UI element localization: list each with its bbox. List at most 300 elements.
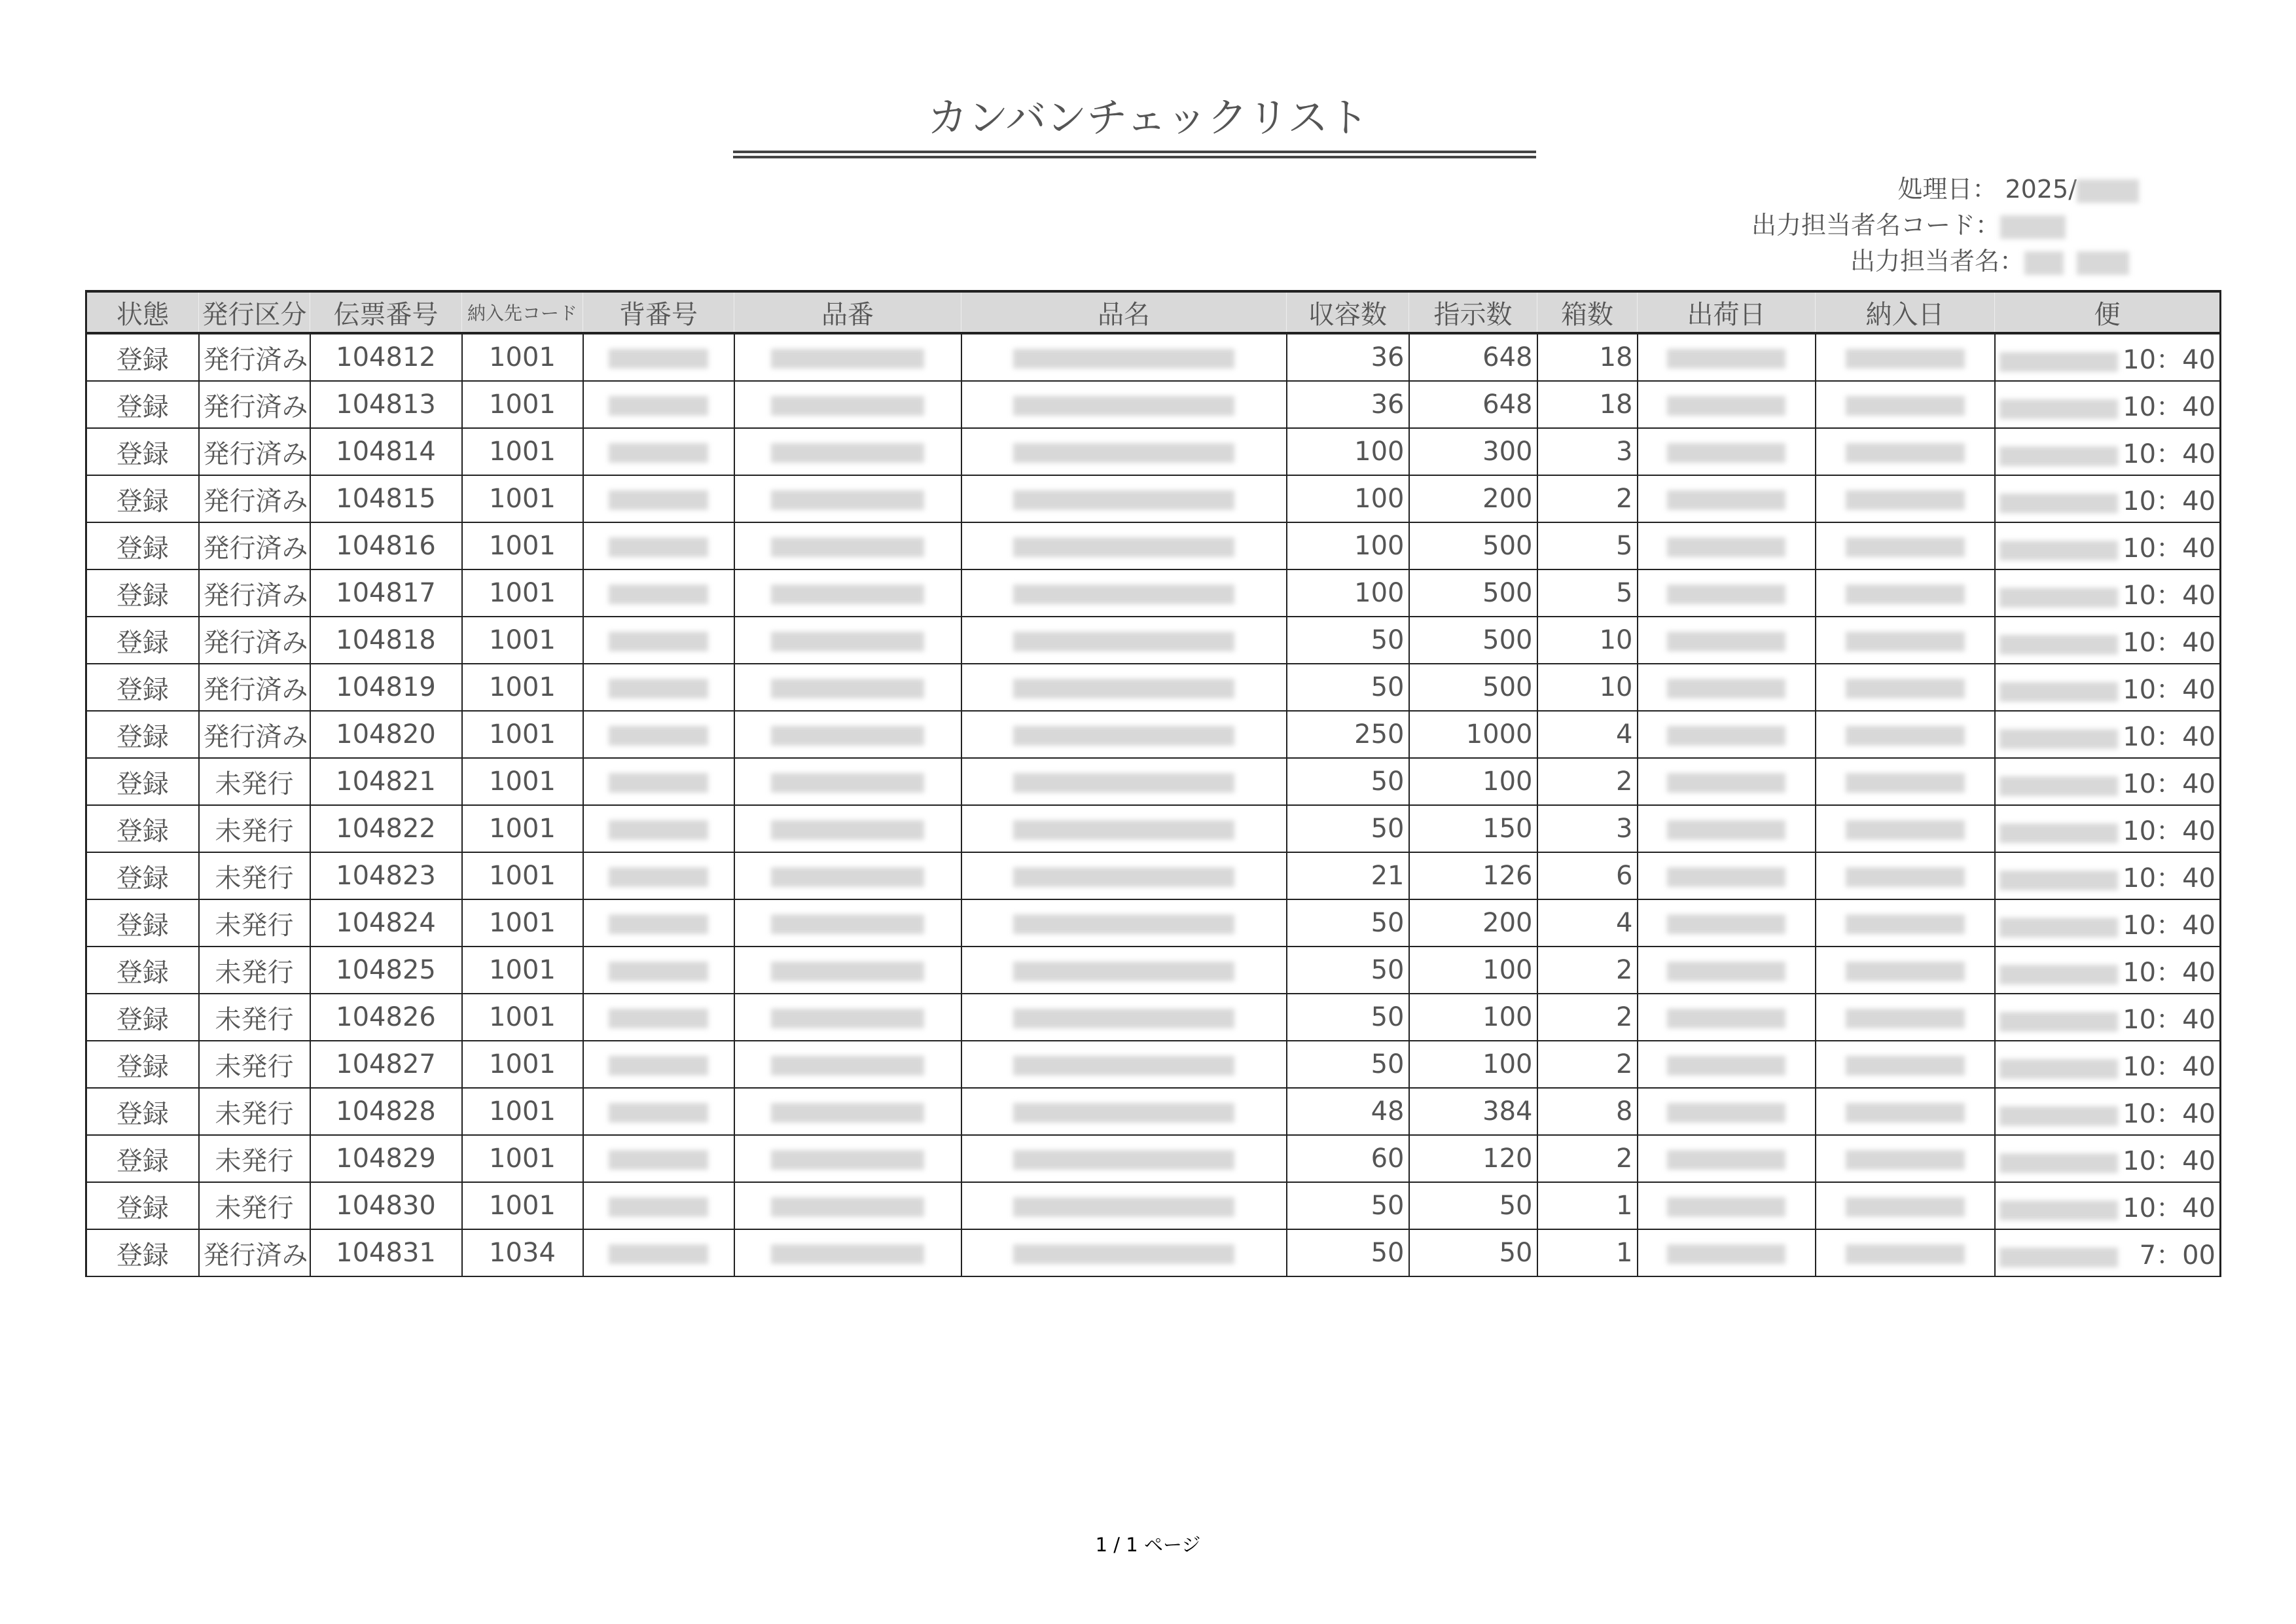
status-cell: 登録 <box>86 1135 199 1182</box>
redacted-value <box>1667 726 1785 746</box>
delivery-bin-cell <box>1995 428 2221 475</box>
destination-code-cell: 1001 <box>462 617 583 664</box>
page-number: 1 / 1 ページ <box>1095 1534 1201 1556</box>
bin-time: 10：40 <box>2123 1051 2215 1082</box>
instructed-qty-cell: 200 <box>1409 899 1537 947</box>
bin-time: 10：40 <box>2123 439 2215 469</box>
redacted-value <box>1667 1056 1785 1075</box>
capacity-cell: 100 <box>1287 475 1409 522</box>
ship-date-cell <box>1638 994 1816 1041</box>
redacted-value <box>771 585 924 604</box>
bin-time: 7：00 <box>2139 1240 2215 1271</box>
delivery-bin-cell <box>1995 569 2221 617</box>
box-count-cell: 2 <box>1537 475 1638 522</box>
destination-code-cell: 1001 <box>462 333 583 381</box>
delivery-bin-cell <box>1995 899 2221 947</box>
delivery-date-cell <box>1816 899 1995 947</box>
instructed-qty-cell: 100 <box>1409 1041 1537 1088</box>
processing-date-label: 処理日： <box>1897 175 1998 204</box>
delivery-bin-cell <box>1995 758 2221 805</box>
capacity-cell: 36 <box>1287 333 1409 381</box>
back-number-cell <box>583 1229 734 1276</box>
destination-code-cell: 1001 <box>462 1088 583 1135</box>
redacted-value <box>771 1244 924 1264</box>
delivery-date-cell <box>1816 994 1995 1041</box>
delivery-date-cell <box>1816 333 1995 381</box>
instructed-qty-cell: 500 <box>1409 664 1537 711</box>
slip-number-cell: 104827 <box>310 1041 462 1088</box>
ship-date-cell <box>1638 1088 1816 1135</box>
redacted-value <box>1846 1056 1965 1075</box>
ship-date-cell <box>1638 852 1816 899</box>
redacted-value <box>2000 776 2119 796</box>
ship-date-cell <box>1638 947 1816 994</box>
redacted-value <box>1013 1103 1234 1123</box>
table-row[interactable] <box>86 1041 2221 1088</box>
kanban-check-table <box>85 290 2221 1277</box>
delivery-date-cell <box>1816 617 1995 664</box>
redacted-value <box>1667 1244 1785 1264</box>
part-number-cell <box>734 994 961 1041</box>
status-cell: 登録 <box>86 333 199 381</box>
redacted-value <box>771 1103 924 1123</box>
redacted-value <box>771 773 924 793</box>
redacted-value <box>771 820 924 840</box>
part-number-cell <box>734 569 961 617</box>
column-header[interactable]: 品番 <box>734 291 961 333</box>
bin-time: 10：40 <box>2123 863 2215 893</box>
status-cell: 登録 <box>86 381 199 428</box>
column-header[interactable]: 箱数 <box>1537 291 1638 333</box>
issue-type-cell: 発行済み <box>199 1229 310 1276</box>
column-header[interactable]: 伝票番号 <box>310 291 462 333</box>
redacted-value <box>609 726 708 746</box>
delivery-bin-cell <box>1995 805 2221 852</box>
destination-code-cell: 1001 <box>462 381 583 428</box>
back-number-cell <box>583 994 734 1041</box>
table-row[interactable] <box>86 617 2221 664</box>
processing-date-value: 2025/ <box>2005 175 2077 204</box>
issue-type-cell: 未発行 <box>199 947 310 994</box>
redacted-value <box>1846 396 1965 416</box>
bin-time: 10：40 <box>2123 674 2215 705</box>
back-number-cell <box>583 333 734 381</box>
redacted-value <box>2000 1059 2119 1079</box>
back-number-cell <box>583 758 734 805</box>
instructed-qty-cell: 384 <box>1409 1088 1537 1135</box>
redacted-value <box>771 396 924 416</box>
issue-type-cell: 発行済み <box>199 333 310 381</box>
redacted-operator-name <box>2077 251 2129 275</box>
capacity-cell: 100 <box>1287 569 1409 617</box>
capacity-cell: 100 <box>1287 522 1409 569</box>
delivery-bin-cell <box>1995 475 2221 522</box>
redacted-value <box>609 349 708 369</box>
ship-date-cell <box>1638 1229 1816 1276</box>
part-name-cell <box>961 711 1287 758</box>
slip-number-cell: 104824 <box>310 899 462 947</box>
ship-date-cell <box>1638 1135 1816 1182</box>
issue-type-cell: 発行済み <box>199 617 310 664</box>
redacted-value <box>1846 820 1965 840</box>
part-number-cell <box>734 1041 961 1088</box>
column-header[interactable]: 納入先コード <box>462 291 583 333</box>
redacted-value <box>609 962 708 981</box>
back-number-cell <box>583 522 734 569</box>
part-number-cell <box>734 758 961 805</box>
redacted-value <box>1013 349 1234 369</box>
column-header[interactable]: 背番号 <box>583 291 734 333</box>
table-row[interactable] <box>86 899 2221 947</box>
slip-number-cell: 104819 <box>310 664 462 711</box>
column-header[interactable]: 出荷日 <box>1638 291 1816 333</box>
capacity-cell: 21 <box>1287 852 1409 899</box>
redacted-value <box>1846 1150 1965 1170</box>
slip-number-cell: 104823 <box>310 852 462 899</box>
ship-date-cell <box>1638 381 1816 428</box>
box-count-cell: 5 <box>1537 522 1638 569</box>
status-cell: 登録 <box>86 805 199 852</box>
table-row[interactable] <box>86 947 2221 994</box>
part-number-cell <box>734 617 961 664</box>
destination-code-cell: 1001 <box>462 758 583 805</box>
issue-type-cell: 未発行 <box>199 1135 310 1182</box>
redacted-value <box>1846 1244 1965 1264</box>
status-cell: 登録 <box>86 994 199 1041</box>
issue-type-cell: 発行済み <box>199 428 310 475</box>
delivery-bin-cell <box>1995 1182 2221 1229</box>
capacity-cell: 48 <box>1287 1088 1409 1135</box>
table-row[interactable] <box>86 852 2221 899</box>
part-name-cell <box>961 428 1287 475</box>
redacted-value <box>1846 537 1965 557</box>
delivery-bin-cell <box>1995 1088 2221 1135</box>
redacted-value <box>2000 871 2119 890</box>
back-number-cell <box>583 475 734 522</box>
redacted-value <box>1013 443 1234 463</box>
instructed-qty-cell: 500 <box>1409 617 1537 664</box>
redacted-value <box>771 679 924 698</box>
part-number-cell <box>734 475 961 522</box>
table-row[interactable] <box>86 1088 2221 1135</box>
redacted-value <box>1667 1009 1785 1028</box>
table-row[interactable] <box>86 569 2221 617</box>
slip-number-cell: 104814 <box>310 428 462 475</box>
ship-date-cell <box>1638 522 1816 569</box>
redacted-value <box>609 490 708 510</box>
back-number-cell <box>583 569 734 617</box>
operator-name <box>1850 241 2129 277</box>
bin-time: 10：40 <box>2123 391 2215 422</box>
operator-code-label: 出力担当者名コード： <box>1751 211 2000 240</box>
redacted-value <box>1667 679 1785 698</box>
redacted-value <box>1013 585 1234 604</box>
redacted-value <box>2000 1106 2119 1126</box>
redacted-value <box>609 679 708 698</box>
destination-code-cell: 1001 <box>462 852 583 899</box>
redacted-value <box>609 1009 708 1028</box>
issue-type-cell: 発行済み <box>199 475 310 522</box>
instructed-qty-cell: 100 <box>1409 947 1537 994</box>
box-count-cell: 3 <box>1537 428 1638 475</box>
redacted-value <box>1667 349 1785 369</box>
ship-date-cell <box>1638 333 1816 381</box>
redacted-value <box>609 820 708 840</box>
redacted-value <box>771 632 924 651</box>
box-count-cell: 4 <box>1537 899 1638 947</box>
part-number-cell <box>734 1088 961 1135</box>
redacted-value <box>771 726 924 746</box>
instructed-qty-cell: 500 <box>1409 522 1537 569</box>
redacted-value <box>1846 490 1965 510</box>
destination-code-cell: 1001 <box>462 522 583 569</box>
status-cell: 登録 <box>86 664 199 711</box>
column-header[interactable]: 状態 <box>86 291 199 333</box>
slip-number-cell: 104828 <box>310 1088 462 1135</box>
redacted-value <box>1846 726 1965 746</box>
ship-date-cell <box>1638 758 1816 805</box>
redacted-value <box>1846 349 1965 369</box>
box-count-cell: 2 <box>1537 758 1638 805</box>
instructed-qty-cell: 200 <box>1409 475 1537 522</box>
redacted-value <box>1013 396 1234 416</box>
table-row[interactable] <box>86 1229 2221 1276</box>
issue-type-cell: 未発行 <box>199 758 310 805</box>
column-header[interactable]: 収容数 <box>1287 291 1409 333</box>
redacted-value <box>1846 773 1965 793</box>
part-name-cell <box>961 805 1287 852</box>
table-row[interactable] <box>86 333 2221 381</box>
capacity-cell: 50 <box>1287 1041 1409 1088</box>
column-header[interactable]: 納入日 <box>1816 291 1995 333</box>
capacity-cell: 60 <box>1287 1135 1409 1182</box>
box-count-cell: 4 <box>1537 711 1638 758</box>
redacted-value <box>609 443 708 463</box>
slip-number-cell: 104822 <box>310 805 462 852</box>
slip-number-cell: 104813 <box>310 381 462 428</box>
destination-code-cell: 1001 <box>462 475 583 522</box>
redacted-value <box>1846 585 1965 604</box>
box-count-cell: 8 <box>1537 1088 1638 1135</box>
table-row[interactable] <box>86 711 2221 758</box>
back-number-cell <box>583 428 734 475</box>
table-row[interactable] <box>86 381 2221 428</box>
redacted-value <box>771 1150 924 1170</box>
slip-number-cell: 104831 <box>310 1229 462 1276</box>
capacity-cell: 50 <box>1287 758 1409 805</box>
column-header[interactable]: 指示数 <box>1409 291 1537 333</box>
slip-number-cell: 104829 <box>310 1135 462 1182</box>
bin-time: 10：40 <box>2123 910 2215 941</box>
redacted-value <box>609 632 708 651</box>
destination-code-cell: 1001 <box>462 1041 583 1088</box>
slip-number-cell: 104815 <box>310 475 462 522</box>
redacted-operator-code <box>2000 215 2066 239</box>
status-cell: 登録 <box>86 475 199 522</box>
table-row[interactable] <box>86 522 2221 569</box>
redacted-value <box>1667 1150 1785 1170</box>
destination-code-cell: 1001 <box>462 1182 583 1229</box>
redacted-value <box>1013 1150 1234 1170</box>
issue-type-cell: 未発行 <box>199 994 310 1041</box>
redacted-value <box>2000 1012 2119 1032</box>
table-row[interactable] <box>86 1135 2221 1182</box>
bin-time: 10：40 <box>2123 486 2215 516</box>
redacted-value <box>609 1103 708 1123</box>
redacted-value <box>2000 541 2119 560</box>
redacted-value <box>2000 965 2119 984</box>
capacity-cell: 50 <box>1287 664 1409 711</box>
box-count-cell: 10 <box>1537 664 1638 711</box>
delivery-bin-cell <box>1995 1229 2221 1276</box>
part-name-cell <box>961 1088 1287 1135</box>
redacted-value <box>609 1244 708 1264</box>
capacity-cell: 50 <box>1287 1182 1409 1229</box>
redacted-value <box>1846 962 1965 981</box>
redacted-value <box>1013 773 1234 793</box>
redacted-value <box>771 1009 924 1028</box>
part-number-cell <box>734 805 961 852</box>
redacted-value <box>771 962 924 981</box>
part-name-cell <box>961 664 1287 711</box>
instructed-qty-cell: 100 <box>1409 994 1537 1041</box>
box-count-cell: 18 <box>1537 381 1638 428</box>
column-header[interactable]: 便 <box>1995 291 2221 333</box>
processing-date <box>1897 169 2139 205</box>
delivery-bin-cell <box>1995 711 2221 758</box>
redacted-value <box>1013 914 1234 934</box>
back-number-cell <box>583 711 734 758</box>
redacted-value <box>609 537 708 557</box>
bin-time: 10：40 <box>2123 1146 2215 1176</box>
delivery-date-cell <box>1816 758 1995 805</box>
redacted-value <box>1013 537 1234 557</box>
redacted-value <box>2000 635 2119 655</box>
table-row[interactable] <box>86 428 2221 475</box>
status-cell: 登録 <box>86 711 199 758</box>
part-name-cell <box>961 1229 1287 1276</box>
slip-number-cell: 104830 <box>310 1182 462 1229</box>
redacted-value <box>1667 962 1785 981</box>
box-count-cell: 1 <box>1537 1229 1638 1276</box>
box-count-cell: 2 <box>1537 994 1638 1041</box>
redacted-value <box>1013 490 1234 510</box>
redacted-value <box>2000 682 2119 702</box>
status-cell: 登録 <box>86 899 199 947</box>
operator-name-label: 出力担当者名： <box>1850 247 2024 276</box>
ship-date-cell <box>1638 1182 1816 1229</box>
redacted-value <box>1667 867 1785 887</box>
table-row[interactable] <box>86 1182 2221 1229</box>
table-row[interactable] <box>86 805 2221 852</box>
table-header-row <box>86 291 2221 333</box>
back-number-cell <box>583 664 734 711</box>
slip-number-cell: 104825 <box>310 947 462 994</box>
delivery-date-cell <box>1816 1135 1995 1182</box>
box-count-cell: 1 <box>1537 1182 1638 1229</box>
column-header[interactable]: 発行区分 <box>199 291 310 333</box>
redacted-value <box>1667 820 1785 840</box>
box-count-cell: 2 <box>1537 1041 1638 1088</box>
redacted-value <box>1013 632 1234 651</box>
ship-date-cell <box>1638 899 1816 947</box>
redacted-value <box>609 1056 708 1075</box>
delivery-date-cell <box>1816 947 1995 994</box>
bin-time: 10：40 <box>2123 1098 2215 1129</box>
capacity-cell: 100 <box>1287 428 1409 475</box>
bin-time: 10：40 <box>2123 816 2215 846</box>
table-row[interactable] <box>86 994 2221 1041</box>
delivery-date-cell <box>1816 1229 1995 1276</box>
part-number-cell <box>734 333 961 381</box>
slip-number-cell: 104826 <box>310 994 462 1041</box>
part-name-cell <box>961 947 1287 994</box>
destination-code-cell: 1001 <box>462 994 583 1041</box>
part-number-cell <box>734 711 961 758</box>
part-number-cell <box>734 947 961 994</box>
delivery-date-cell <box>1816 475 1995 522</box>
redacted-value <box>2000 399 2119 419</box>
redacted-value <box>1667 537 1785 557</box>
instructed-qty-cell: 1000 <box>1409 711 1537 758</box>
redacted-value <box>1013 1056 1234 1075</box>
part-name-cell <box>961 1135 1287 1182</box>
table-row[interactable] <box>86 475 2221 522</box>
part-number-cell <box>734 522 961 569</box>
destination-code-cell: 1001 <box>462 664 583 711</box>
slip-number-cell: 104818 <box>310 617 462 664</box>
instructed-qty-cell: 648 <box>1409 333 1537 381</box>
delivery-bin-cell <box>1995 664 2221 711</box>
delivery-bin-cell <box>1995 994 2221 1041</box>
column-header[interactable]: 品名 <box>961 291 1287 333</box>
destination-code-cell: 1001 <box>462 569 583 617</box>
back-number-cell <box>583 1182 734 1229</box>
bin-time: 10：40 <box>2123 344 2215 375</box>
redacted-value <box>2000 494 2119 513</box>
part-name-cell <box>961 758 1287 805</box>
destination-code-cell: 1001 <box>462 805 583 852</box>
issue-type-cell: 発行済み <box>199 569 310 617</box>
delivery-bin-cell <box>1995 1135 2221 1182</box>
box-count-cell: 5 <box>1537 569 1638 617</box>
back-number-cell <box>583 1041 734 1088</box>
status-cell: 登録 <box>86 569 199 617</box>
redacted-value <box>1013 867 1234 887</box>
instructed-qty-cell: 120 <box>1409 1135 1537 1182</box>
issue-type-cell: 発行済み <box>199 381 310 428</box>
table-row[interactable] <box>86 758 2221 805</box>
capacity-cell: 50 <box>1287 899 1409 947</box>
back-number-cell <box>583 1088 734 1135</box>
redacted-value <box>2000 446 2119 466</box>
part-name-cell <box>961 522 1287 569</box>
issue-type-cell: 未発行 <box>199 805 310 852</box>
bin-time: 10：40 <box>2123 957 2215 988</box>
delivery-date-cell <box>1816 569 1995 617</box>
redacted-value <box>1667 1103 1785 1123</box>
part-number-cell <box>734 852 961 899</box>
table-row[interactable] <box>86 664 2221 711</box>
box-count-cell: 6 <box>1537 852 1638 899</box>
redacted-value <box>609 585 708 604</box>
back-number-cell <box>583 617 734 664</box>
redacted-value <box>771 349 924 369</box>
destination-code-cell: 1034 <box>462 1229 583 1276</box>
capacity-cell: 50 <box>1287 1229 1409 1276</box>
instructed-qty-cell: 648 <box>1409 381 1537 428</box>
part-number-cell <box>734 428 961 475</box>
